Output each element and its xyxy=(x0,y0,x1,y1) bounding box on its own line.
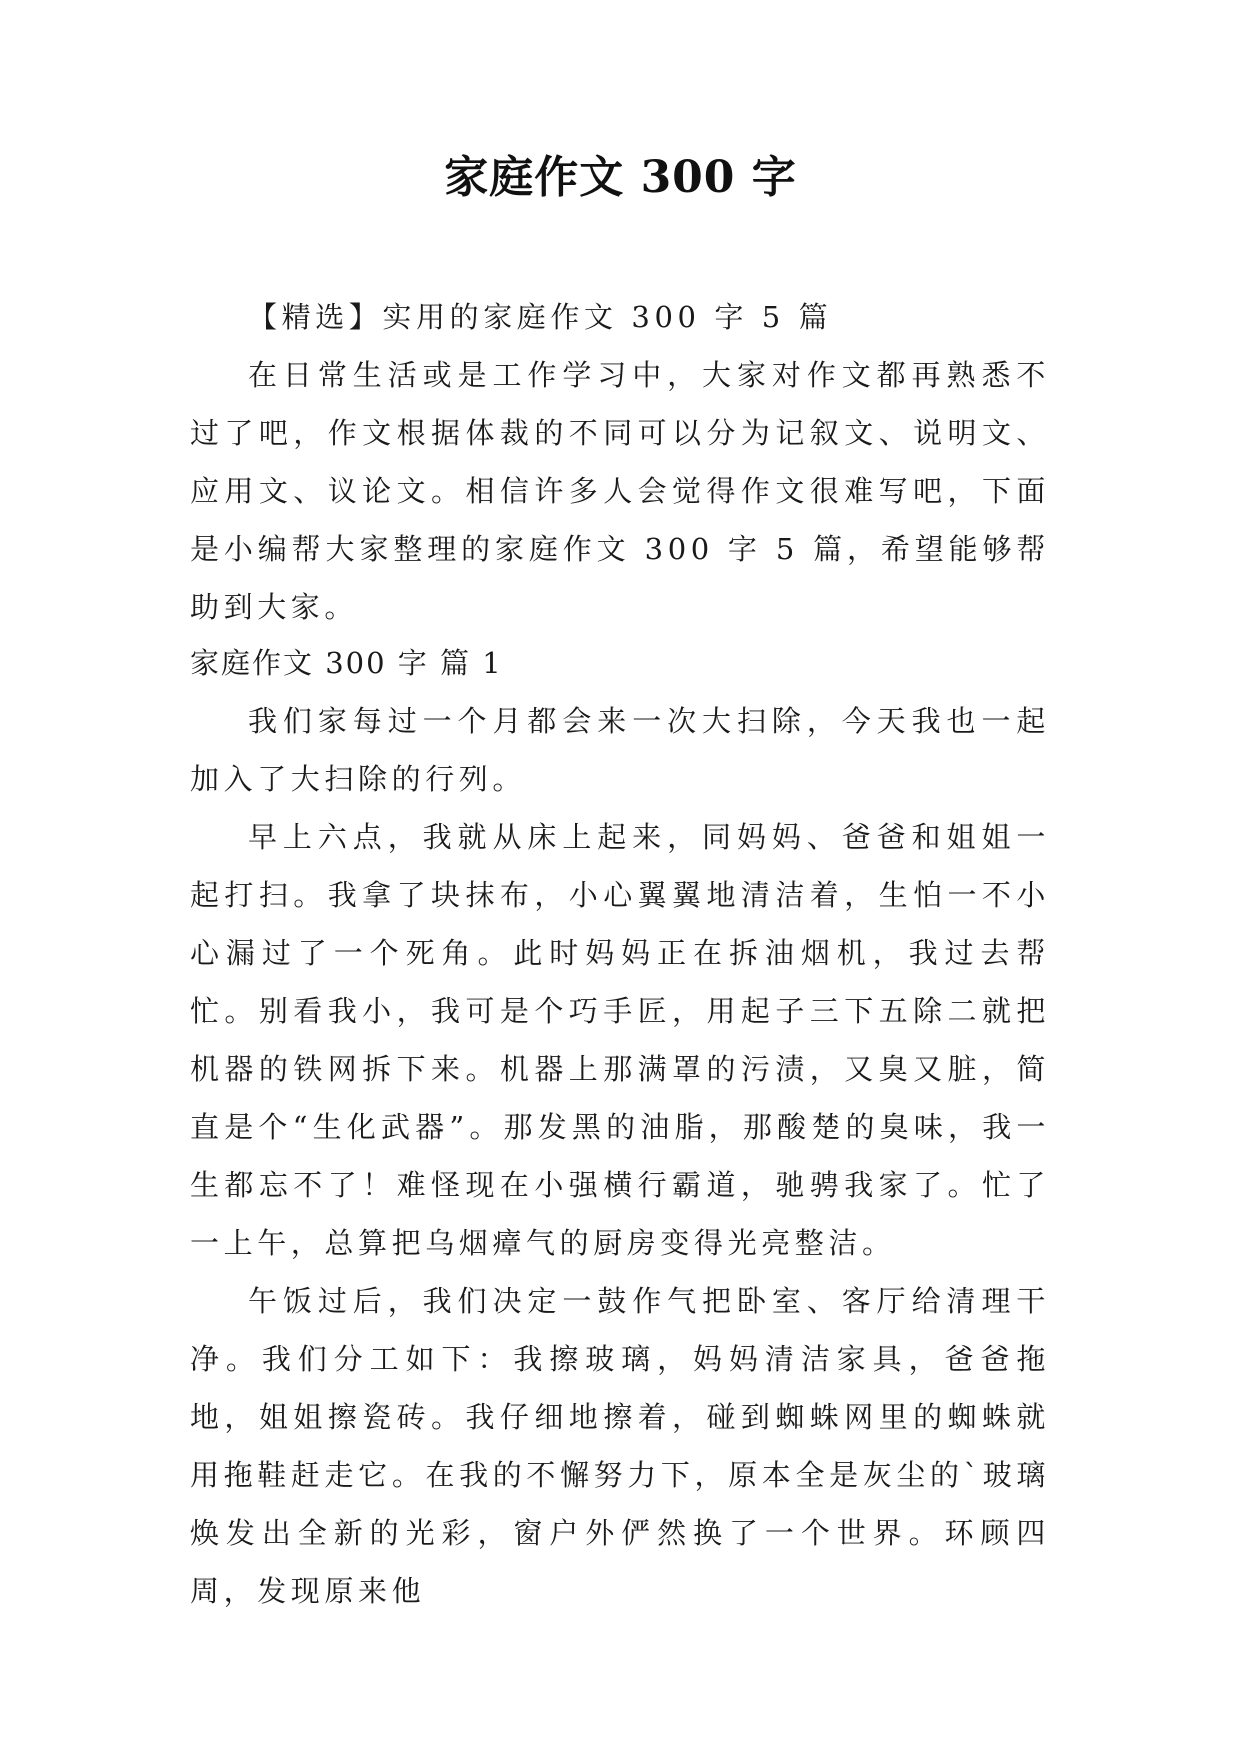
intro-block xyxy=(190,288,1050,636)
document-title: 家庭作文 300 字 xyxy=(444,152,797,203)
section-heading: 家庭作文 300 字 篇 1 xyxy=(190,646,503,680)
essay-section-1 xyxy=(190,634,1050,1620)
intro-paragraph: 在日常生活或是工作学习中，大家对作文都再熟悉不过了吧，作文根据体裁的不同可以分为记叙文、说明文、应用文、议论文。相信许多人会觉得作文很难写吧，下面是小编帮大家整理的家庭作文 300 字 5 篇，希望能够帮助到大家。 xyxy=(190,358,1050,624)
intro-subtitle: 【精选】实用的家庭作文 300 字 5 篇 xyxy=(248,300,833,334)
essay-paragraph-3: 午饭过后，我们决定一鼓作气把卧室、客厅给清理干净。我们分工如下：我擦玻璃，妈妈清洁家具，爸爸拖地，姐姐擦瓷砖。我仔细地擦着，碰到蜘蛛网里的蜘蛛就用拖鞋赶走它。在我的不懈努力下，原本全是灰尘的`玻璃焕发出全新的光彩，窗户外俨然换了一个世界。环顾四周，发现原来他 xyxy=(190,1284,1050,1608)
essay-paragraph-2: 早上六点，我就从床上起来，同妈妈、爸爸和姐姐一起打扫。我拿了块抹布，小心翼翼地清洁着，生怕一不小心漏过了一个死角。此时妈妈正在拆油烟机，我过去帮忙。别看我小，我可是个巧手匠，用起子三下五除二就把机器的铁网拆下来。机器上那满罩的污渍，又臭又脏，简直是个“生化武器”。那发黑的油脂，那酸楚的臭味，我一生都忘不了！难怪现在小强横行霸道，驰骋我家了。忙了一上午，总算把乌烟瘴气的厨房变得光亮整洁。 xyxy=(190,820,1050,1260)
essay-paragraph-1: 我们家每过一个月都会来一次大扫除，今天我也一起加入了大扫除的行列。 xyxy=(190,704,1050,796)
